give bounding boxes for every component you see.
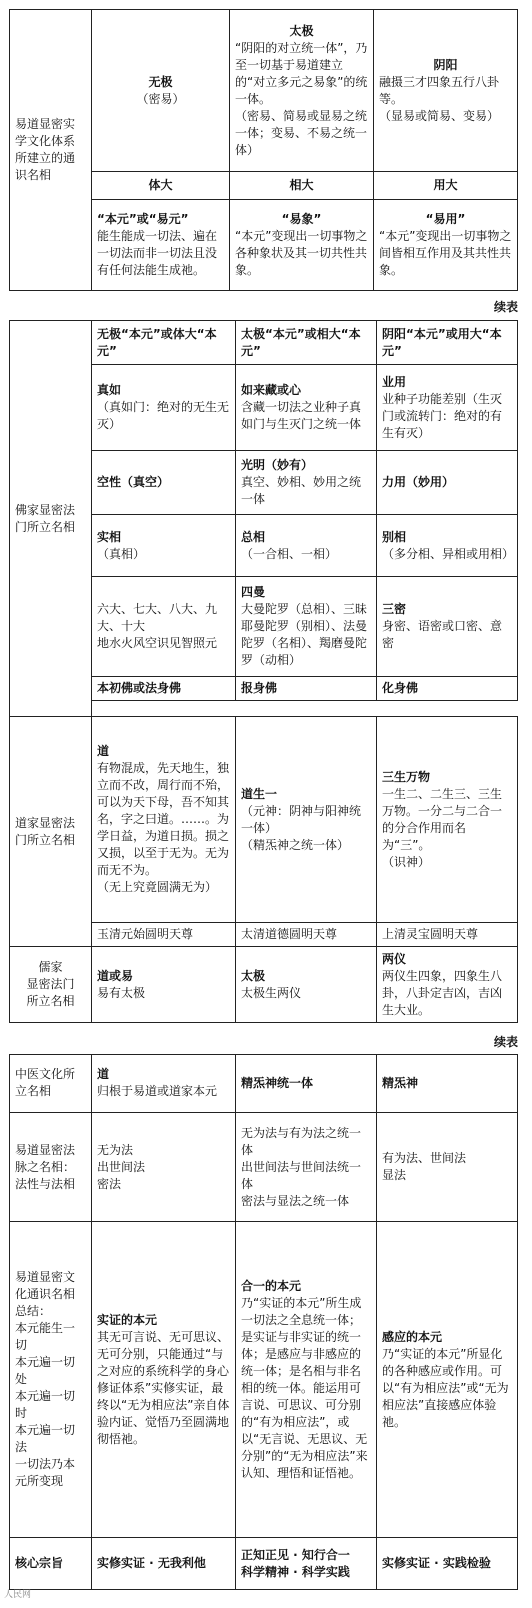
dao-cell	[236, 717, 377, 923]
fo-title: 别相	[382, 529, 407, 544]
cell-title: 精炁神	[382, 1075, 419, 1090]
fo-cell	[236, 515, 377, 577]
fo-last-3: 化身佛	[377, 677, 518, 701]
fo-cell	[236, 577, 377, 677]
ru-cell	[236, 947, 377, 1023]
fo-text: （真相）	[97, 546, 146, 561]
cell-text: 无为法与有为法之统一体 出世间法与世间法统一体 密法与显法之统一体	[241, 1125, 362, 1208]
cell-title: 实证的本元	[97, 1312, 158, 1327]
ru-title: 道或易	[97, 968, 134, 983]
cell	[377, 1112, 518, 1221]
taiji-line-2: （密易、简易或显易之统一体；变易、不易之统一体）	[235, 108, 368, 157]
fo-cell	[377, 365, 518, 451]
cell-title: 感应的本元	[382, 1329, 443, 1344]
fo-text: 真空、妙相、妙用之统一体	[241, 475, 362, 506]
ru-title: 两仪	[382, 951, 407, 966]
cell-text: 有为法、世间法 显法	[382, 1151, 467, 1183]
ru-cell	[377, 947, 518, 1023]
fo-title: 三密	[382, 602, 407, 616]
fo-text: 大曼陀罗（总相）、三昧耶曼陀罗（别相）、法曼陀罗（名相）、羯磨曼陀罗（动相）	[241, 602, 368, 667]
fo-title: 光明（妙有）	[241, 458, 314, 472]
table-2	[9, 320, 518, 1023]
cell	[236, 1112, 377, 1221]
continue-label-1: 续表	[493, 300, 518, 314]
wuji-cell	[92, 10, 230, 172]
cell	[92, 1538, 236, 1590]
ru-text: 易有太极	[97, 985, 146, 1000]
benyuan-text: 能生能成一切法、遍在一切法而非一切法且没有任何法能生成祂。	[97, 229, 218, 277]
cell	[92, 1112, 236, 1221]
fo-title: 四曼	[241, 585, 266, 599]
table-3	[9, 1054, 518, 1590]
row-header: 核心宗旨	[10, 1538, 92, 1590]
cell-title: 合一的本元	[241, 1278, 302, 1293]
fo-cell	[92, 577, 236, 677]
fo-cell	[377, 515, 518, 577]
cell-text: 乃“实证的本元”所显化的各种感应或作用。可以“有为相应法”或“无为相应法”直接感应体验祂。	[382, 1346, 509, 1429]
cell-title: 精炁神统一体	[241, 1075, 314, 1090]
yinyang-line-2: （显易或简易、变易）	[379, 108, 500, 123]
dao-header: 道家显密法门所立名相	[10, 717, 92, 947]
fo-text: （多分相、异相或用相）	[382, 546, 515, 561]
dao-title: 三生万物	[382, 769, 431, 784]
taiji-title: 太极	[289, 23, 314, 38]
dao-text: 一生二、二生三、三生万物。一分二与二合一的分合作用而名为“三”。 （识神）	[382, 786, 503, 869]
yiyong-text: “本元”变现出一切事物之间皆相互作用及其共性共象。	[379, 229, 512, 277]
dao-last-2: 太清道德圆明天尊	[236, 923, 377, 947]
table1-row-header: 易道显密实学文化体系所建立的通识名相	[10, 10, 92, 291]
yiyong-title: “易用”	[425, 212, 466, 226]
dao-title: 道	[97, 744, 110, 758]
fo-cell	[236, 365, 377, 451]
fo-text: （一合相、一相）	[241, 546, 338, 561]
yinyang-title: 阴阳	[433, 57, 458, 72]
dao-last-3: 上清灵宝圆明天尊	[377, 923, 518, 947]
header-yongda: 用大	[374, 172, 518, 200]
taiji-line-1: “阴阳的对立统一体”，乃至一切基于易道建立的“对立多元之易象”的统一体。	[235, 40, 368, 106]
head-col-1: 无极“本元”或体大“本元”	[92, 321, 236, 365]
fo-last-1: 本初佛或法身佛	[92, 677, 236, 701]
cell	[377, 1055, 518, 1113]
fo-text: 含藏一切法之业种子真如门与生灭门之统一体	[241, 400, 362, 431]
fo-text: 业种子功能差别（生灭门或流转门：绝对的有生有灭）	[382, 391, 503, 440]
table-1	[9, 9, 518, 291]
cell-text: 归根于易道或道家本元	[97, 1084, 218, 1099]
continue-label-2: 续表	[493, 1035, 518, 1049]
cell-text: 正知正见 · 知行合一 科学精神 · 科学实践	[241, 1547, 350, 1579]
cell-title: 道	[97, 1067, 110, 1082]
fo-cell	[92, 515, 236, 577]
ru-title: 太极	[241, 968, 266, 983]
yinyang-line-1: 融摄三才四象五行八卦等。	[379, 74, 500, 106]
fo-title: 业用	[382, 374, 407, 389]
fo-title: 实相	[97, 529, 122, 544]
head-col-3: 阴阳“本元”或用大“本元”	[377, 321, 518, 365]
row-header: 易道显密法脉之名相：法性与法相	[10, 1112, 92, 1221]
benyuan-title: “本元”或“易元”	[97, 212, 189, 226]
fo-text: 身密、语密或口密、意密	[382, 619, 503, 650]
cell-text: 实修实证 · 无我利他	[97, 1556, 206, 1571]
fo-text: 六大、七大、八大、九大、十大 地水火风空识见智照元	[97, 602, 218, 650]
fo-title: 如来藏或心	[241, 383, 302, 397]
cell	[236, 1055, 377, 1113]
cell	[236, 1222, 377, 1538]
dao-cell	[377, 717, 518, 923]
dao-text: 有物混成，先天地生，独立而不改，周行而不殆，可以为天下母，吾不知其名，字之曰道。……。为学日益，为道日损。损之又损，以至于无为。无为而无不为。 （无上究竟圆满无为）	[97, 761, 230, 894]
taiji-cell	[230, 10, 374, 172]
benyuan-cell	[92, 200, 230, 291]
ru-cell	[92, 947, 236, 1023]
fo-header: 佛家显密法门所立名相	[10, 321, 92, 717]
dao-cell	[92, 717, 236, 923]
fo-text: （真如门：绝对的无生无灭）	[97, 400, 230, 431]
ru-text: 太极生两仪	[241, 985, 302, 1000]
yixiang-text: “本元”变现出一切事物之各种象状及其一切共性共象。	[235, 229, 368, 277]
fo-last-2: 报身佛	[236, 677, 377, 701]
fo-title: 空性（真空）	[97, 475, 170, 489]
head-col-2: 太极“本元”或相大“本元”	[236, 321, 377, 365]
fo-cell	[236, 451, 377, 515]
fo-cell	[377, 577, 518, 677]
cell-text: 乃“实证的本元”所生成一切法之全息统一体；是实证与非实证的统一体；是感应与非感应的统一体；是名相与非名相的统一体。能运用可言说、可思议、可分别的“有为相应法”，或以“无言说、无思议、无分别”的“无为相应法”来认知、理悟和证悟祂。	[241, 1295, 368, 1480]
wuji-title: 无极	[148, 74, 173, 89]
yixiang-title: “易象”	[281, 212, 322, 226]
ru-header: 儒家 显密法门 所立名相	[10, 947, 92, 1023]
header-xiangda: 相大	[230, 172, 374, 200]
fo-title: 总相	[241, 529, 266, 544]
fo-cell	[377, 451, 518, 515]
cell	[92, 1055, 236, 1113]
dao-title: 道生一	[241, 786, 278, 801]
yiyong-cell	[374, 200, 518, 291]
wuji-sub: （密易）	[136, 91, 185, 106]
cell	[377, 1538, 518, 1590]
cell-text: 其无可言说、无可思议、无可分别，只能通过“与之对应的系统科学的身心修证体系”实修实证，最终以“无为相应法”亲自体验内证、觉悟乃至圆满地彻悟祂。	[97, 1329, 230, 1446]
cell	[92, 1222, 236, 1538]
fo-title: 力用（妙用）	[382, 475, 455, 489]
dao-text: （元神：阴神与阳神统一体） （精炁神之统一体）	[241, 803, 362, 852]
ru-text: 两仪生四象，四象生八卦，八卦定吉凶，吉凶生大业。	[382, 968, 503, 1017]
yinyang-cell	[374, 10, 518, 172]
fo-cell	[92, 451, 236, 515]
cell-text: 实修实证 · 实践检验	[382, 1556, 491, 1571]
dao-last-1: 玉清元始圆明天尊	[92, 923, 236, 947]
fo-cell	[92, 365, 236, 451]
watermark: 人民网	[4, 1590, 32, 1600]
header-titi: 体大	[92, 172, 230, 200]
yixiang-cell	[230, 200, 374, 291]
cell	[236, 1538, 377, 1590]
fo-title: 真如	[97, 383, 122, 397]
row-header: 易道显密文化通识名相总结： 本元能生一切 本元遍一切处 本元遍一切时 本元遍一切法 一切法乃本元所变现	[10, 1222, 92, 1538]
cell	[377, 1222, 518, 1538]
cell-text: 无为法 出世间法 密法	[97, 1142, 146, 1191]
row-header: 中医文化所立名相	[10, 1055, 92, 1113]
